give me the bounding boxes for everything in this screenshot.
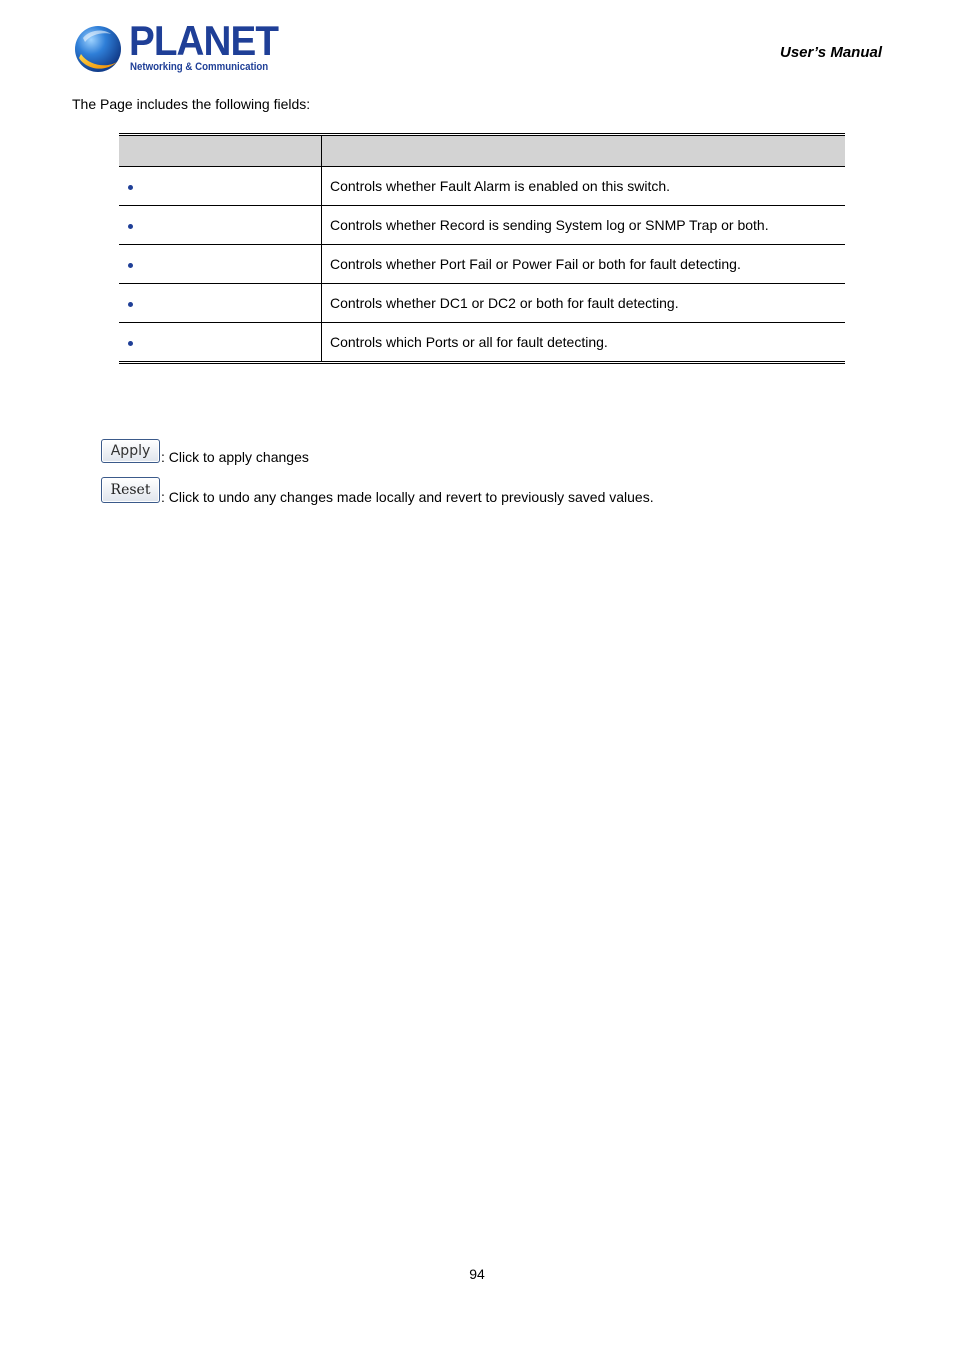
- intro-text: The Page includes the following fields:: [72, 96, 311, 112]
- row-description: Controls whether Record is sending System log or SNMP Trap or both.: [322, 206, 846, 245]
- manual-title: User’s Manual: [780, 44, 882, 61]
- bullet-icon: [128, 185, 133, 190]
- header-description: [322, 135, 846, 167]
- row-description: Controls whether DC1 or DC2 or both for fault detecting.: [322, 284, 846, 323]
- row-description: Controls whether Port Fail or Power Fail or both for fault detecting.: [322, 245, 846, 284]
- row-description: Controls which Ports or all for fault detecting.: [330, 334, 608, 350]
- table-row: [119, 284, 845, 323]
- row-object-cell: [119, 323, 322, 363]
- apply-button[interactable]: Apply: [101, 439, 160, 463]
- reset-button[interactable]: Reset: [101, 477, 160, 503]
- reset-explanation: [101, 477, 654, 503]
- row-object-cell: [119, 167, 322, 206]
- row-description: Controls whether Fault Alarm is enabled on this switch.: [322, 167, 846, 206]
- reset-description: : Click to undo any changes made locally and revert to previously saved values.: [161, 489, 654, 505]
- table-row: [119, 206, 845, 245]
- row-object-cell: [119, 245, 322, 284]
- page-number: 94: [469, 1266, 485, 1282]
- logo-tagline: Networking & Communication: [130, 61, 269, 73]
- logo-wordmark: PLANET: [129, 17, 279, 64]
- row-object-cell: [119, 284, 322, 323]
- table-header-row: [119, 135, 845, 167]
- apply-explanation: [101, 439, 309, 463]
- planet-logo: [73, 17, 279, 78]
- header-object: [119, 135, 322, 167]
- fields-table: [119, 133, 845, 364]
- bullet-icon: [128, 224, 133, 229]
- table-row: [119, 167, 845, 206]
- table-row: [119, 323, 845, 363]
- row-object-cell: [119, 206, 322, 245]
- globe-logo-icon: [73, 24, 123, 74]
- bullet-icon: [128, 341, 133, 346]
- apply-description: : Click to apply changes: [161, 449, 309, 465]
- bullet-icon: [128, 302, 133, 307]
- table-row: [119, 245, 845, 284]
- bullet-icon: [128, 263, 133, 268]
